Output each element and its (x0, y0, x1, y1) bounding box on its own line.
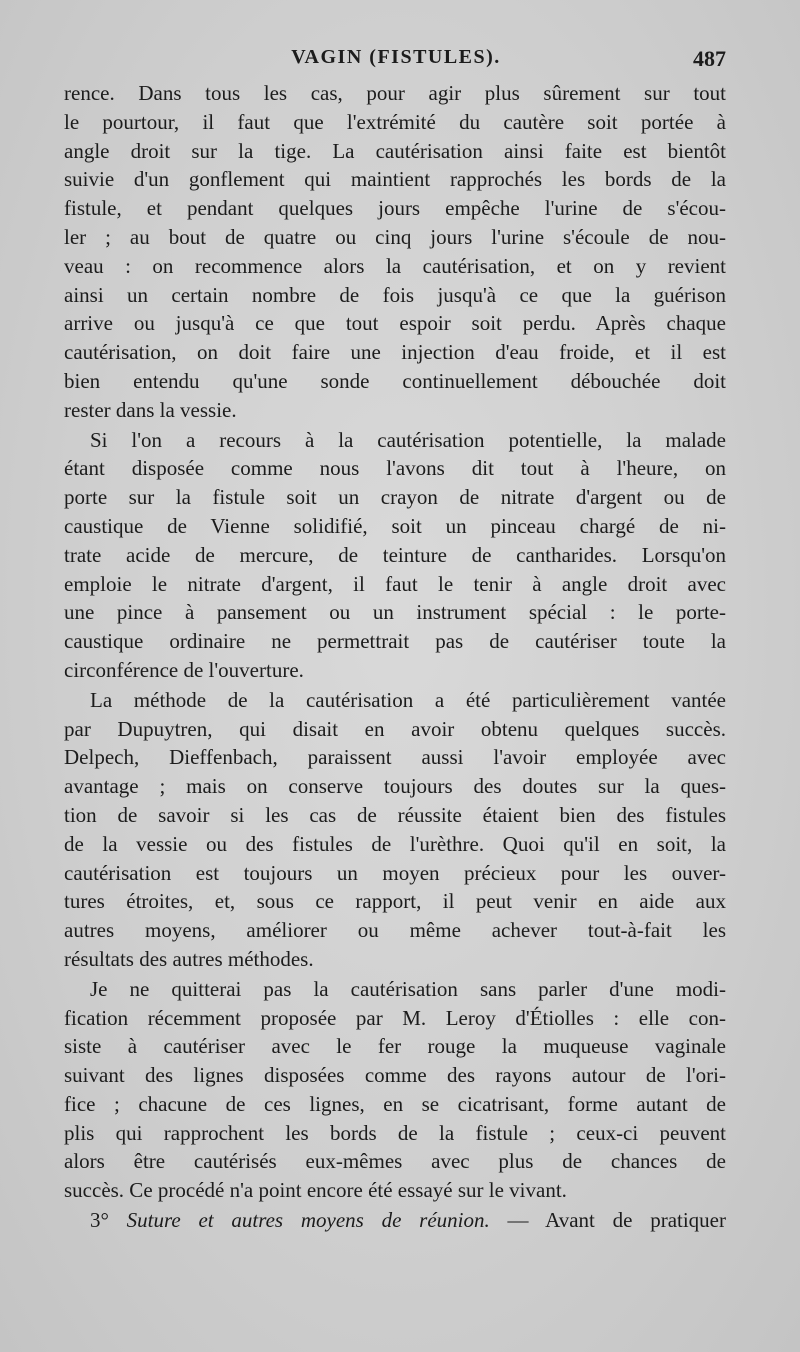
text-line: trate acide de mercure, de teinture de cantharides. Lorsqu'on (64, 542, 726, 567)
text-line: fistule, et pendant quelques jours empêche l'urine de s'écou- (64, 196, 726, 221)
text-line: La méthode de la cautérisation a été particulièrement vantée (90, 687, 726, 712)
text-line: emploie le nitrate d'argent, il faut le tenir à angle droit avec (64, 571, 726, 596)
text-line: bien entendu qu'une sonde continuellement débouchée doit (64, 368, 726, 393)
text-line: par Dupuytren, qui disait en avoir obtenu quelques succès. (64, 716, 726, 741)
section-text-start: — Avant de pratiquer (507, 1208, 727, 1233)
text-line: veau : on recommence alors la cautérisation, et on y revient (64, 253, 726, 278)
text-line: autres moyens, améliorer ou même achever tout-à-fait les (64, 918, 726, 943)
text-line: ler ; au bout de quatre ou cinq jours l'urine s'écoule de nou- (64, 224, 726, 249)
text-line: succès. Ce procédé n'a point encore été essayé sur le vivant. (64, 1178, 567, 1203)
text-line: circonférence de l'ouverture. (64, 657, 304, 682)
text-line: siste à cautériser avec le fer rouge la muqueuse vaginale (64, 1034, 726, 1059)
text-line: porte sur la fistule soit un crayon de nitrate d'argent ou de (64, 485, 726, 510)
text-line: de la vessie ou des fistules de l'urèthre. Quoi qu'il en soit, la (64, 831, 726, 856)
text-line: Delpech, Dieffenbach, paraissent aussi l'avoir employée avec (64, 745, 726, 770)
text-line: Je ne quitterai pas la cautérisation sans parler d'une modi- (90, 976, 726, 1001)
text-line: résultats des autres méthodes. (64, 946, 314, 971)
paragraph-4 (64, 975, 726, 1205)
running-title: VAGIN (FISTULES). (291, 46, 501, 68)
paragraph-3 (64, 686, 726, 974)
text-line: cautérisation, on doit faire une injection d'eau froide, et il est (64, 340, 726, 365)
text-line: suivie d'un gonflement qui maintient rapprochés les bords de la (64, 167, 726, 192)
text-line: fice ; chacune de ces lignes, en se cicatrisant, forme autant de (64, 1091, 726, 1116)
text-line: ainsi un certain nombre de fois jusqu'à ce que la guérison (64, 282, 726, 307)
paragraph-5-section-start (64, 1206, 726, 1235)
text-line: suivant des lignes disposées comme des rayons autour de l'ori- (64, 1063, 726, 1088)
page-number: 487 (693, 46, 726, 71)
section-number: 3° (90, 1208, 109, 1233)
text-line: rester dans la vessie. (64, 397, 237, 422)
text-line: alors être cautérisés eux-mêmes avec plus de chances de (64, 1149, 726, 1174)
text-line: le pourtour, il faut que l'extrémité du cautère soit portée à (64, 109, 726, 134)
text-line: cautérisation est toujours un moyen précieux pour les ouver- (64, 860, 726, 885)
text-line: tion de savoir si les cas de réussite étaient bien des fistules (64, 802, 726, 827)
text-line: tures étroites, et, sous ce rapport, il peut venir en aide aux (64, 889, 726, 914)
text-line: angle droit sur la tige. La cautérisation ainsi faite est bientôt (64, 138, 726, 163)
text-line: avantage ; mais on conserve toujours des doutes sur la ques- (64, 774, 726, 799)
section-title: Suture et autres moyens de réunion. (126, 1208, 490, 1233)
body-text (64, 79, 726, 1236)
paragraph-1 (64, 79, 726, 425)
section-heading-line (64, 1206, 726, 1235)
text-line: étant disposée comme nous l'avons dit tout à l'heure, on (64, 456, 726, 481)
text-line: fication récemment proposée par M. Leroy d'Étiolles : elle con- (64, 1005, 726, 1030)
text-line: caustique ordinaire ne permettrait pas de cautériser toute la (64, 629, 726, 654)
paragraph-2 (64, 426, 726, 685)
text-line: arrive ou jusqu'à ce que tout espoir soit perdu. Après chaque (64, 311, 726, 336)
text-line: Si l'on a recours à la cautérisation potentielle, la malade (90, 427, 726, 452)
text-line: plis qui rapprochent les bords de la fistule ; ceux-ci peuvent (64, 1120, 726, 1145)
page-header (66, 46, 726, 78)
text-line: une pince à pansement ou un instrument spécial : le porte- (64, 600, 726, 625)
text-line: rence. Dans tous les cas, pour agir plus sûrement sur tout (64, 81, 726, 105)
text-line: caustique de Vienne solidifié, soit un pinceau chargé de ni- (64, 513, 726, 538)
